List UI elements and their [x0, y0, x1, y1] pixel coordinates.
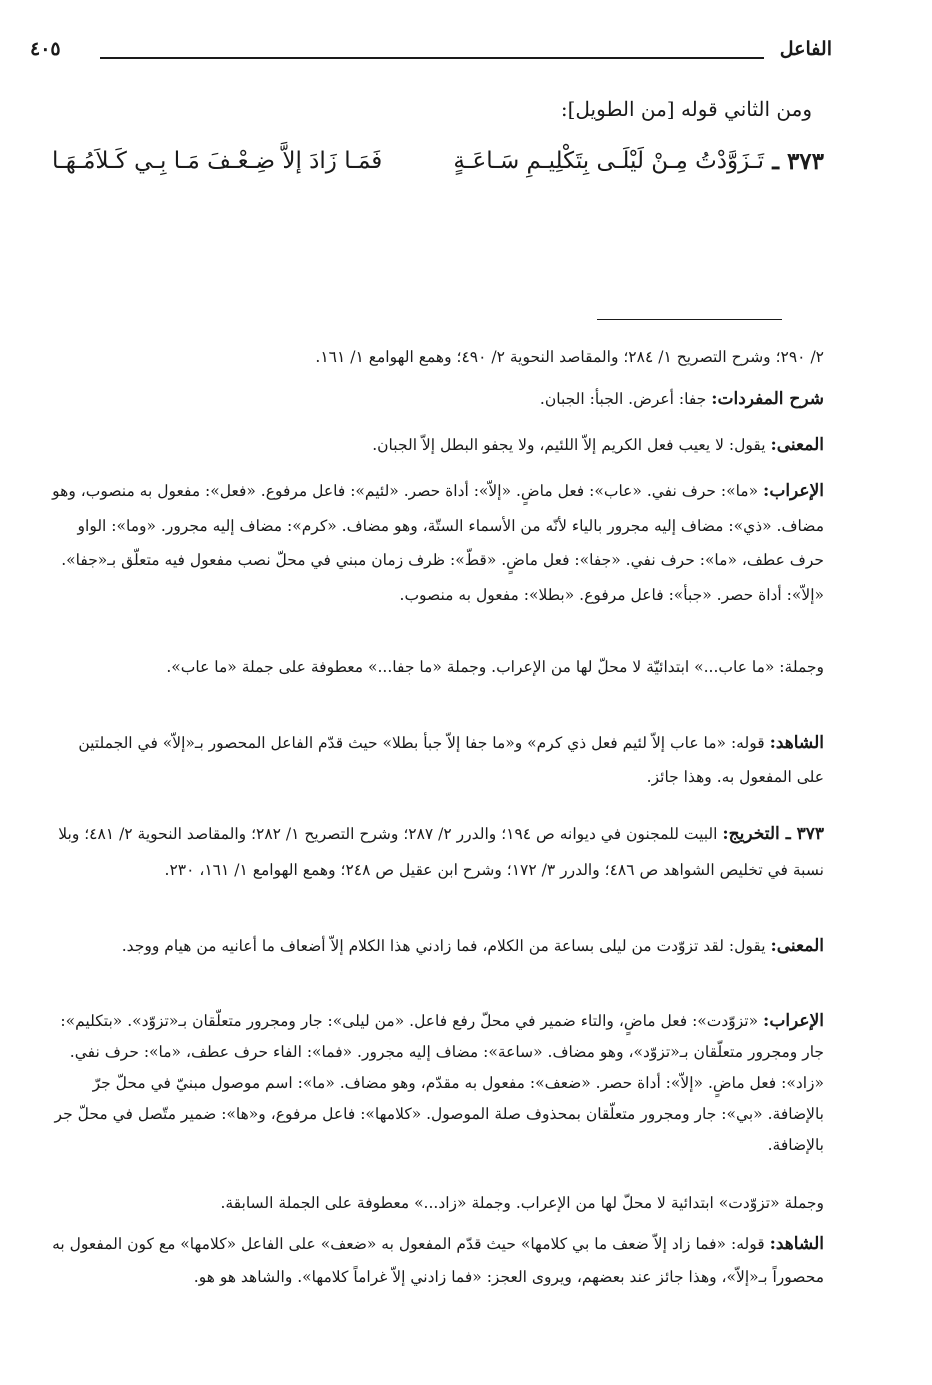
footnote-irab-2 — [52, 1006, 824, 1161]
running-title: الفاعل — [779, 38, 832, 60]
meaning-label: المعنى: — [770, 435, 824, 455]
footnote-separator — [597, 319, 782, 320]
footnote-meaning-1 — [52, 428, 824, 462]
page-number: ٤٠٥ — [30, 38, 61, 60]
takhrij-text: البيت للمجنون في ديوانه ص ١٩٤؛ والدرر ٢/ ٢٨٧؛ وشرح التصريح ١/ ٢٨٢؛ والمقاصد النحوية ٢/ ٤٨١؛ وبلا نسبة في تخليص الشواهد ص ٤٨٦؛ والدرر ٣/ ١٧٢؛ وشرح ابن عقيل ص ٢٤٨؛ وهمع الهوامع ١/ ١٦١، ٢٣٠. — [58, 825, 824, 879]
shahid-label: الشاهد: — [769, 1234, 824, 1254]
vocabulary-label: شرح المفردات: — [711, 389, 824, 409]
footnote-vocabulary — [52, 382, 824, 416]
verse-intro: ومن الثاني قوله [من الطويل]: — [560, 97, 812, 121]
footnote-meaning-2 — [52, 928, 824, 964]
meaning-text: يقول: لا يعيب فعل الكريم إلاّ اللئيم، ولا يجفو البطل إلاّ الجبان. — [372, 436, 766, 454]
meaning-text: يقول: لقد تزوّدت من ليلى بساعة من الكلام، فما زادني هذا الكلام إلاّ أضعاف ما أعانيه من هيام ووجد. — [121, 937, 766, 955]
verse-number: ٣٧٣ ـ — [772, 148, 824, 175]
verse-first-hemistich: تَـزَوَّدْتُ مِـنْ لَيْلَـى بِتَكْلِيـمِ سَـاعَـةٍ — [453, 148, 764, 174]
header-rule — [100, 57, 764, 59]
irab-text: «تزوّدت»: فعل ماضٍ، والتاء ضمير في محلّ رفع فاعل. «من ليلى»: جار ومجرور متعلّقان بـ«تزوّد». «بتكليم»: جار ومجرور متعلّقان بـ«تزوّد»، وهو مضاف. «ساعة»: مضاف إليه مجرور. «فما»: الفاء حرف عطف، «ما»: حرف نفي. «زاد»: فعل ماضٍ. «إلاّ»: أداة حصر. «ضعف»: مفعول به مقدّم، وهو مضاف. «ما»: اسم موصول مبنيّ في محلّ جرّ بالإضافة. «بي»: جار ومجرور متعلّقان بمحذوف صلة الموصول. «كلامها»: فاعل مرفوع، و«ها»: ضمير متّصل في محلّ جر بالإضافة. — [54, 1012, 824, 1154]
meaning-label: المعنى: — [770, 936, 824, 956]
vocabulary-text: جفا: أعرض. الجبأ: الجبان. — [539, 390, 707, 408]
shahid-label: الشاهد: — [769, 733, 824, 753]
footnote-irab-1 — [52, 474, 824, 612]
footnote-shahid-2 — [52, 1228, 824, 1294]
footnote-takhrij — [52, 816, 824, 888]
irab-label: الإعراب: — [763, 481, 824, 501]
shahid-text: قوله: «ما عاب إلاّ لئيم فعل ذي كرم» و«ما جفا إلاّ جبأ بطلا» حيث قدّم الفاعل المحصور بـ«إلاّ» في الجملتين على المفعول به. وهذا جائز. — [78, 734, 824, 786]
footnote-prev-sources: ٢/ ٢٩٠؛ وشرح التصريح ١/ ٢٨٤؛ والمقاصد النحوية ٢/ ٤٩٠؛ وهمع الهوامع ١/ ١٦١. — [315, 348, 824, 366]
shahid-text: قوله: «فما زاد إلاّ ضعف ما بي كلامها» حيث قدّم المفعول به «ضعف» على الفاعل «كلامها» مع كون المفعول به محصوراً بـ«إلاّ»، وهذا جائز عند بعضهم، ويروى العجز: «فما زادني إلاّ غراماً كلامها». والشاهد هو هو. — [52, 1235, 824, 1286]
footnote-jumla-2: وجملة «تزوّدت» ابتدائية لا محلّ لها من الإعراب. وجملة «زاد...» معطوفة على الجملة السابقة. — [220, 1194, 824, 1212]
footnote-jumla-1: وجملة: «ما عاب...» ابتدائيّة لا محلّ لها من الإعراب. وجملة «ما جفا...» معطوفة على جملة «ما عاب». — [166, 658, 824, 676]
irab-text: «ما»: حرف نفي. «عاب»: فعل ماضٍ. «إلاّ»: أداة حصر. «لئيم»: فاعل مرفوع. «فعل»: مفعول به منصوب، وهو مضاف. «ذي»: مضاف إليه مجرور بالياء لأنّه من الأسماء الستّة، وهو مضاف. «كرم»: مضاف إليه مجرور. «وما»: الواو حرف عطف، «ما»: حرف نفي. «جفا»: فعل ماضٍ. «قطّ»: ظرف زمان مبني في محلّ نصب مفعول فيه متعلّق بـ«جفا». «إلاّ»: أداة حصر. «جبأ»: فاعل مرفوع. «بطلا»: مفعول به منصوب. — [52, 482, 824, 604]
takhrij-label: ٣٧٣ ـ التخريج: — [722, 824, 824, 844]
verse-second-hemistich: فَمَـا زَادَ إلاَّ ضِـعْـفَ مَـا بِـي كَـلاَمُـهَـا — [52, 148, 383, 174]
irab-label: الإعراب: — [763, 1011, 824, 1031]
footnote-shahid-1 — [52, 726, 824, 794]
